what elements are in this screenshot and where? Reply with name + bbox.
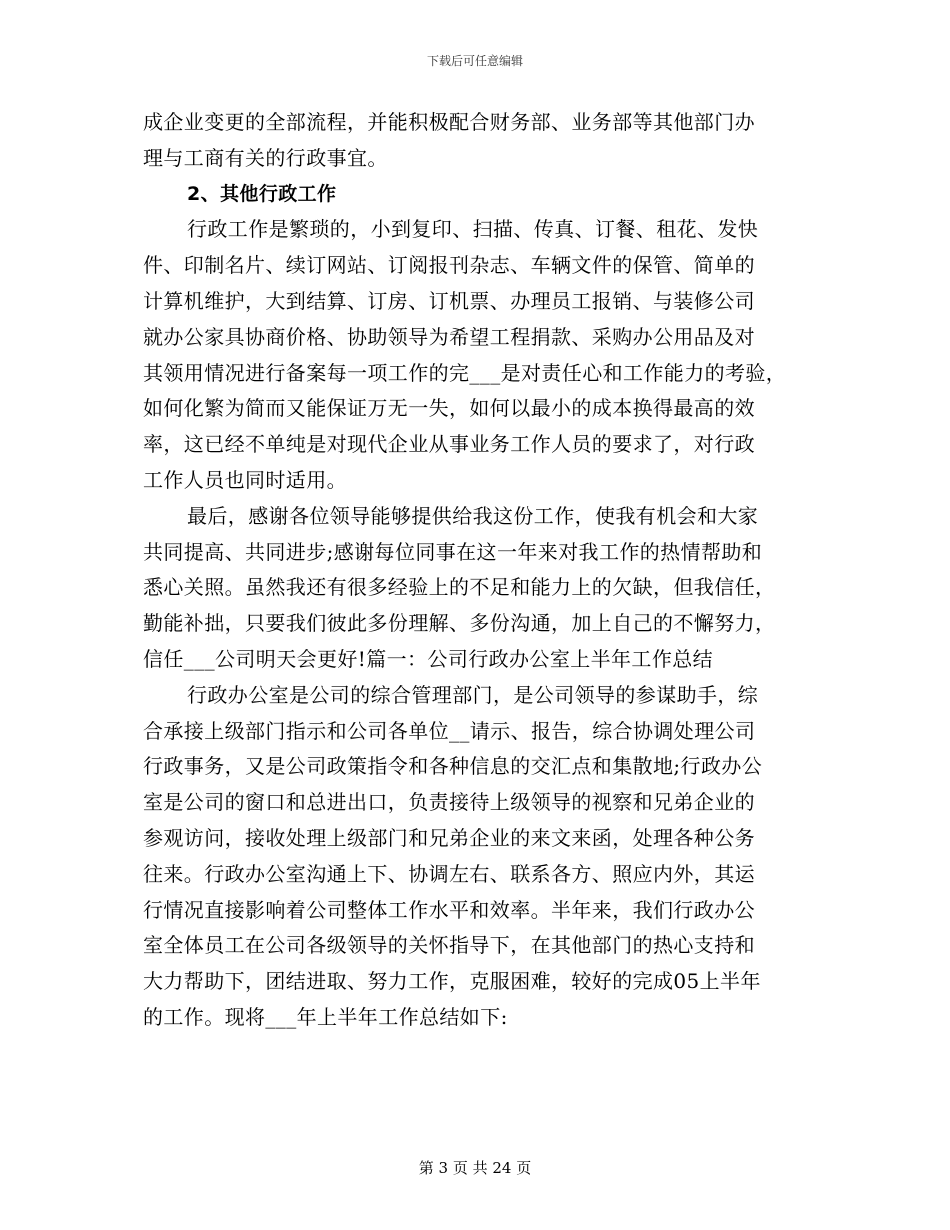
text-line: 室是公司的窗口和总进出口，负责接待上级领导的视察和兄弟企业的 [143,790,755,815]
text-line: 大力帮助下，团结进取、努力工作，克服困难，较好的完成05上半年 [143,969,761,994]
text-line: 件、印制名片、续订网站、订阅报刊杂志、车辆文件的保管、简单的 [143,253,755,278]
text-line: 往来。行政办公室沟通上下、协调左右、联系各方、照应内外，其运 [143,861,755,886]
text-line: 行政事务，又是公司政策指令和各种信息的交汇点和集散地;行政办公 [143,754,763,779]
page-header-note: 下载后可任意编辑 [426,54,523,68]
text-line: 合承接上级部门指示和公司各单位__请示、报告，综合协调处理公司 [143,718,756,743]
text-line: 率，这已经不单纯是对现代企业从事业务工作人员的要求了，对行政 [143,432,755,457]
text-line: 就办公家具协商价格、协助领导为希望工程捐款、采购办公用品及对 [143,324,755,349]
text-line: 如何化繁为简而又能保证万无一失，如何以最小的成本换得最高的效 [143,396,755,421]
text-line: 工作人员也同时适用。 [143,467,347,492]
paragraph-start-line: 行政办公室是公司的综合管理部门，是公司领导的参谋助手，综 [187,682,759,707]
text-line: 参观访问，接收处理上级部门和兄弟企业的来文来函，处理各种公务 [143,825,755,850]
text-line: 其领用情况进行备案每一项工作的完___是对责任心和工作能力的考验， [143,360,787,385]
text-line: 的工作。现将___年上半年工作总结如下: [143,1004,508,1029]
paragraph-start-line: 最后，感谢各位领导能够提供给我这份工作，使我有机会和大家 [187,503,759,528]
text-line: 信任___公司明天会更好!篇一：公司行政办公室上半年工作总结 [143,646,714,671]
document-body [143,105,823,1036]
text-line: 理与工商有关的行政事宜。 [143,145,388,170]
section-heading: 2、其他行政工作 [187,182,337,205]
paragraph-start-line: 行政工作是繁琐的，小到复印、扫描、传真、订餐、租花、发快 [187,217,759,242]
page-number: 第 3 页 共 24 页 [418,1159,532,1177]
text-line: 行情况直接影响着公司整体工作水平和效率。半年来，我们行政办公 [143,897,755,922]
text-line: 勤能补拙，只要我们彼此多份理解、多份沟通，加上自己的不懈努力， [143,611,776,636]
text-line: 计算机维护，大到结算、订房、订机票、办理员工报销、与装修公司 [143,288,755,313]
text-line: 成企业变更的全部流程，并能积极配合财务部、业务部等其他部门办 [143,110,755,134]
text-line: 室全体员工在公司各级领导的关怀指导下，在其他部门的热心支持和 [143,933,755,958]
text-line: 共同提高、共同进步;感谢每位同事在这一年来对我工作的热情帮助和 [143,539,763,564]
text-line: 悉心关照。虽然我还有很多经验上的不足和能力上的欠缺，但我信任， [143,575,776,600]
